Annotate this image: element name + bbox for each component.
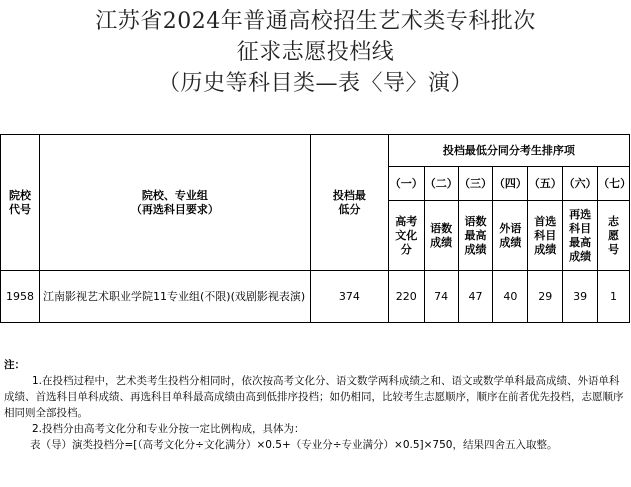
row-t5: 29 [528, 271, 563, 323]
notes-paragraph-2: 2.投档分由高考文化分和专业分按一定比例构成，具体为： [32, 423, 305, 435]
header-school-group-label: 院校、专业组 [141, 188, 208, 202]
row-school: 江南影视艺术职业学院11专业组(不限)(戏剧影视表演) [39, 271, 310, 323]
tiebreak-index-3: （三） [458, 167, 493, 201]
header-school-group-sub: （再选科目要求） [130, 202, 219, 216]
title-line-3: （历史等科目类—表〈导〉演） [157, 71, 473, 96]
title-block [0, 6, 631, 99]
row-t7: 1 [598, 271, 630, 323]
header-min-score: 投档最低分 [310, 135, 388, 271]
row-t3: 47 [458, 271, 493, 323]
tiebreak-item-6: 再选科目最高成绩 [563, 201, 598, 271]
score-table [0, 134, 630, 323]
tiebreak-index-7: （七） [598, 167, 630, 201]
tiebreak-index-2: （二） [424, 167, 458, 201]
tiebreak-index-6: （六） [563, 167, 598, 201]
row-t4: 40 [493, 271, 528, 323]
tiebreak-index-5: （五） [528, 167, 563, 201]
tiebreak-item-4: 外语成绩 [493, 201, 528, 271]
title-line-2: 征求志愿投档线 [236, 40, 395, 65]
tiebreak-item-3: 语数最高成绩 [458, 201, 493, 271]
row-min-score: 374 [310, 271, 388, 323]
row-t6: 39 [563, 271, 598, 323]
notes-paragraph-3: 表（导）演类投档分=[（高考文化分÷文化满分）×0.5+（专业分÷专业满分）×0.5]×750，结果四舍五入取整。 [30, 439, 558, 451]
tiebreak-item-2: 语数成绩 [424, 201, 458, 271]
header-school-code: 院校代号 [1, 135, 40, 271]
notes-paragraph-1: 1.在投档过程中，艺术类考生投档分相同时，依次按高考文化分、语文数学两科成绩之和、语文或数学单科最高成绩、外语单科成绩、首选科目单科成绩、再选科目单科最高成绩由高到低排序投档；如仍相同，比较考生志愿顺序，顺序在前者优先投档，志愿顺序相同则全部投档。 [4, 375, 624, 419]
tiebreak-index-4: （四） [493, 167, 528, 201]
row-code: 1958 [1, 271, 40, 323]
table-row [1, 271, 630, 323]
row-t1: 220 [388, 271, 424, 323]
tiebreak-index-1: （一） [388, 167, 424, 201]
tiebreak-item-5: 首选科目成绩 [528, 201, 563, 271]
notes-label: 注： [4, 359, 25, 371]
tiebreak-item-7: 志愿号 [598, 201, 630, 271]
header-school-group [39, 135, 310, 271]
tiebreak-item-1: 高考文化分 [388, 201, 424, 271]
header-tiebreak: 投档最低分同分考生排序项 [388, 135, 629, 167]
notes [4, 357, 626, 453]
row-t2: 74 [424, 271, 458, 323]
title-line-1: 江苏省2024年普通高校招生艺术类专科批次 [95, 9, 536, 34]
